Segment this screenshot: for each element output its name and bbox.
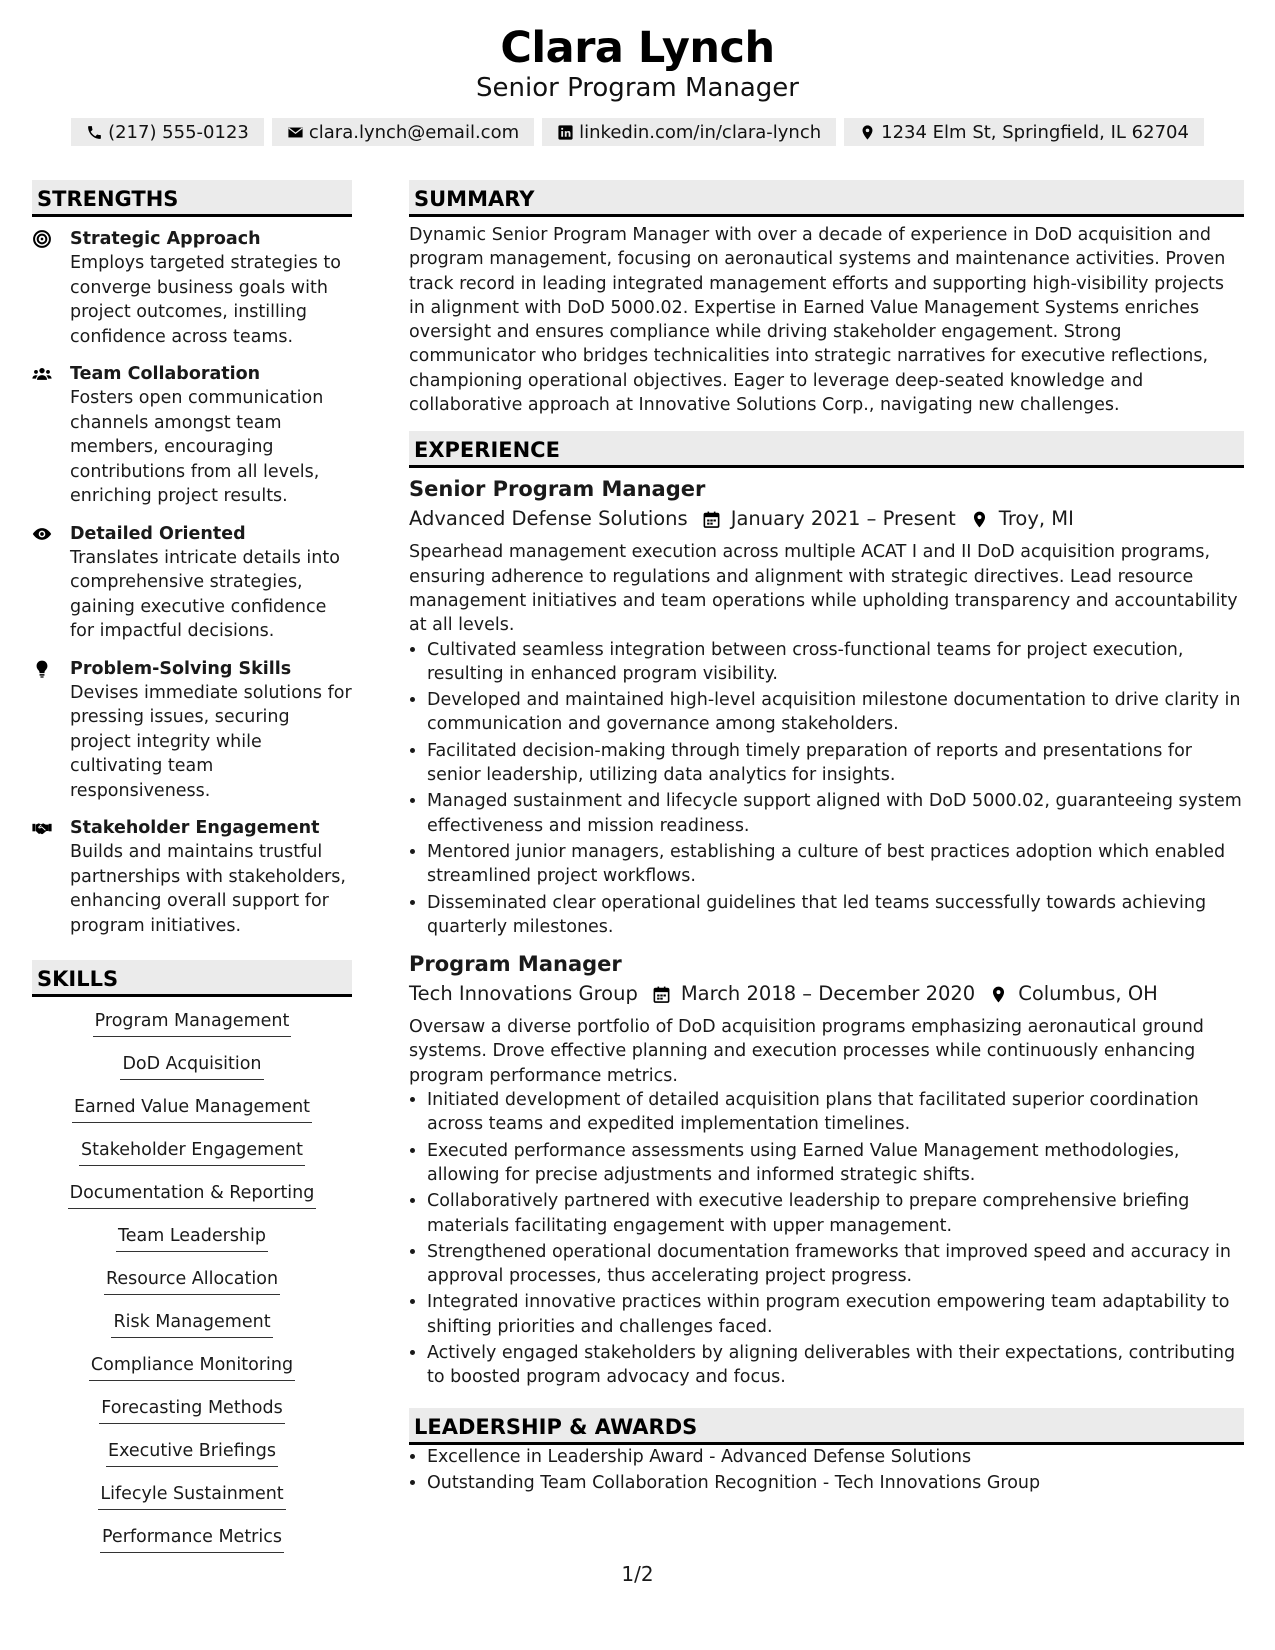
strengths-list [32, 227, 352, 938]
bullet-item: • Cultivated seamless integration between cross-functional teams for project execution, resulting in enhanced program visibility. [427, 638, 1244, 687]
map-pin-icon [970, 510, 989, 529]
bullet-item: • Facilitated decision-making through timely preparation of reports and presentations for senior leadership, utilizing data analytics for insights. [427, 739, 1244, 788]
strengths-heading: STRENGTHS [32, 180, 352, 217]
skill-item: Compliance Monitoring [89, 1353, 295, 1381]
job-location: Columbus, OH [1018, 982, 1158, 1006]
bullet-item: • Mentored junior managers, establishing a culture of best practices adoption which enabled streamlined project workflows. [427, 840, 1244, 889]
job-bullets [409, 638, 1244, 940]
awards-list [409, 1445, 1244, 1496]
phone-text: (217) 555-0123 [108, 121, 249, 143]
strength-description: Translates intricate details into comprehensive strategies, gaining executive confidence for impactful decisions. [70, 547, 340, 641]
strength-title: Strategic Approach [70, 229, 261, 249]
page-number: 1/2 [621, 1562, 654, 1586]
skill-item: Documentation & Reporting [68, 1181, 317, 1209]
bullet-item: • Strengthened operational documentation frameworks that improved speed and accuracy in approval processes, thus accelerating project progress. [427, 1240, 1244, 1289]
strength-item [32, 657, 352, 804]
envelope-icon [287, 124, 304, 141]
address-text: 1234 Elm St, Springfield, IL 62704 [881, 121, 1189, 143]
skill-item: Forecasting Methods [99, 1396, 284, 1424]
strength-description: Builds and maintains trustful partnerships with stakeholders, enhancing overall support for program initiatives. [70, 842, 346, 936]
award-item: • Excellence in Leadership Award - Advanced Defense Solutions [427, 1445, 1244, 1469]
handshake-icon [32, 818, 52, 838]
strength-title: Problem-Solving Skills [70, 658, 292, 679]
strength-item [32, 522, 352, 644]
bullet-item: • Disseminated clear operational guidelines that led teams successfully towards achieving quarterly milestones. [427, 891, 1244, 940]
contact-linkedin[interactable] [542, 118, 836, 146]
strength-title: Detailed Oriented [70, 523, 246, 544]
experience-heading: EXPERIENCE [409, 431, 1244, 468]
job-entry [409, 949, 1244, 1389]
strengths-section [32, 180, 352, 938]
contact-address [844, 118, 1204, 146]
skill-item: DoD Acquisition [120, 1052, 263, 1080]
bullet-item: • Actively engaged stakeholders by aligning deliverables with their expectations, contributing to boosted program advocacy and focus. [427, 1341, 1244, 1390]
phone-icon [86, 124, 103, 141]
summary-section [409, 180, 1244, 417]
job-description: Spearhead management execution across multiple ACAT I and II DoD acquisition programs, ensuring adherence to regulations and alignment with strategic directives. Lead resource management initiatives and team operations while upholding transparency and accountability at all levels. [409, 542, 1238, 636]
awards-section [409, 1408, 1244, 1496]
right-column [409, 180, 1244, 1497]
map-pin-icon [989, 985, 1008, 1004]
awards-heading: LEADERSHIP & AWARDS [409, 1408, 1244, 1445]
skill-item: Performance Metrics [100, 1525, 284, 1553]
strength-title: Stakeholder Engagement [70, 818, 320, 838]
job-title: Senior Program Manager [409, 477, 706, 502]
award-item: • Outstanding Team Collaboration Recognition - Tech Innovations Group [427, 1471, 1244, 1495]
linkedin-text: linkedin.com/in/clara-lynch [579, 121, 822, 143]
bullet-item: • Initiated development of detailed acquisition plans that facilitated superior coordination across teams and expedited implementation timelines. [427, 1088, 1244, 1137]
experience-section [409, 431, 1244, 1389]
job-dates: March 2018 – December 2020 [680, 982, 976, 1006]
skill-item: Program Management [93, 1009, 292, 1037]
job-location: Troy, MI [998, 507, 1074, 531]
job-company: Advanced Defense Solutions [409, 507, 688, 531]
bullet-item: • Managed sustainment and lifecycle support aligned with DoD 5000.02, guaranteeing system effectiveness and mission readiness. [427, 789, 1244, 838]
skills-list [32, 1009, 352, 1568]
job-entry [409, 474, 1244, 939]
job-dates: January 2021 – Present [730, 507, 956, 531]
job-meta [409, 504, 1244, 534]
strength-item [32, 816, 352, 938]
strength-item [32, 227, 352, 349]
summary-heading: SUMMARY [409, 180, 1244, 217]
map-pin-icon [859, 124, 876, 141]
contact-bar [0, 118, 1275, 146]
skill-item: Earned Value Management [72, 1095, 312, 1123]
job-bullets [409, 1088, 1244, 1390]
skill-item: Executive Briefings [106, 1439, 278, 1467]
bullet-item: • Executed performance assessments using Earned Value Management methodologies, allowing for precise adjustments and informed strategic shifts. [427, 1139, 1244, 1188]
skill-item: Lifecyle Sustainment [98, 1482, 285, 1510]
job-title: Program Manager [409, 952, 622, 977]
contact-phone [71, 118, 264, 146]
bullet-item: • Collaboratively partnered with executive leadership to prepare comprehensive briefing materials facilitating engagement with upper management. [427, 1189, 1244, 1238]
email-text: clara.lynch@email.com [308, 121, 520, 143]
strength-description: Fosters open communication channels amongst team members, encouraging contributions from all levels, enriching project results. [70, 388, 324, 506]
job-company: Tech Innovations Group [409, 982, 638, 1006]
eye-icon [32, 524, 52, 544]
skills-heading: SKILLS [32, 960, 352, 997]
skill-item: Team Leadership [116, 1224, 268, 1252]
job-meta [409, 979, 1244, 1009]
users-icon [32, 364, 52, 384]
job-description: Oversaw a diverse portfolio of DoD acquisition programs emphasizing aeronautical ground systems. Drove effective planning and execution processes while continuously enhancing program performance metrics. [409, 1017, 1204, 1086]
bullet-item: • Developed and maintained high-level acquisition milestone documentation to drive clarity in communication and governance among stakeholders. [427, 688, 1244, 737]
calendar-icon [652, 985, 671, 1004]
skill-item: Risk Management [111, 1310, 272, 1338]
linkedin-icon [557, 124, 574, 141]
contact-email[interactable] [272, 118, 534, 146]
lightbulb-icon [32, 659, 52, 679]
bullet-item: • Integrated innovative practices within program execution empowering team adaptability to shifting priorities and challenges faced. [427, 1290, 1244, 1339]
strength-item [32, 362, 352, 509]
strength-title: Team Collaboration [70, 364, 261, 384]
candidate-name: Clara Lynch [500, 23, 775, 73]
strength-description: Employs targeted strategies to converge business goals with project outcomes, instilling confidence across teams. [70, 253, 341, 347]
summary-text: Dynamic Senior Program Manager with over a decade of experience in DoD acquisition and program management, focusing on aeronautical systems and maintenance activities. Proven track record in leading integrated management efforts and supporting high-visibility projects in alignment with DoD 5000.02. Expertise in Earned Value Management Systems enriches oversight and ensures compliance while driving stakeholder engagement. Strong communicator who bridges technicalities into strategic narratives for executive reflections, championing operational objectives. Eager to leverage deep-seated knowledge and collaborative approach at Innovative Solutions Corp., navigating new challenges. [409, 225, 1226, 416]
skill-item: Stakeholder Engagement [79, 1138, 305, 1166]
resume-header [0, 0, 1275, 146]
left-column [32, 180, 352, 1568]
candidate-title: Senior Program Manager [476, 73, 799, 103]
target-icon [32, 229, 52, 249]
calendar-icon [702, 510, 721, 529]
skills-section [32, 960, 352, 1568]
strength-description: Devises immediate solutions for pressing issues, securing project integrity while cultivating team responsiveness. [70, 682, 352, 801]
skill-item: Resource Allocation [104, 1267, 280, 1295]
